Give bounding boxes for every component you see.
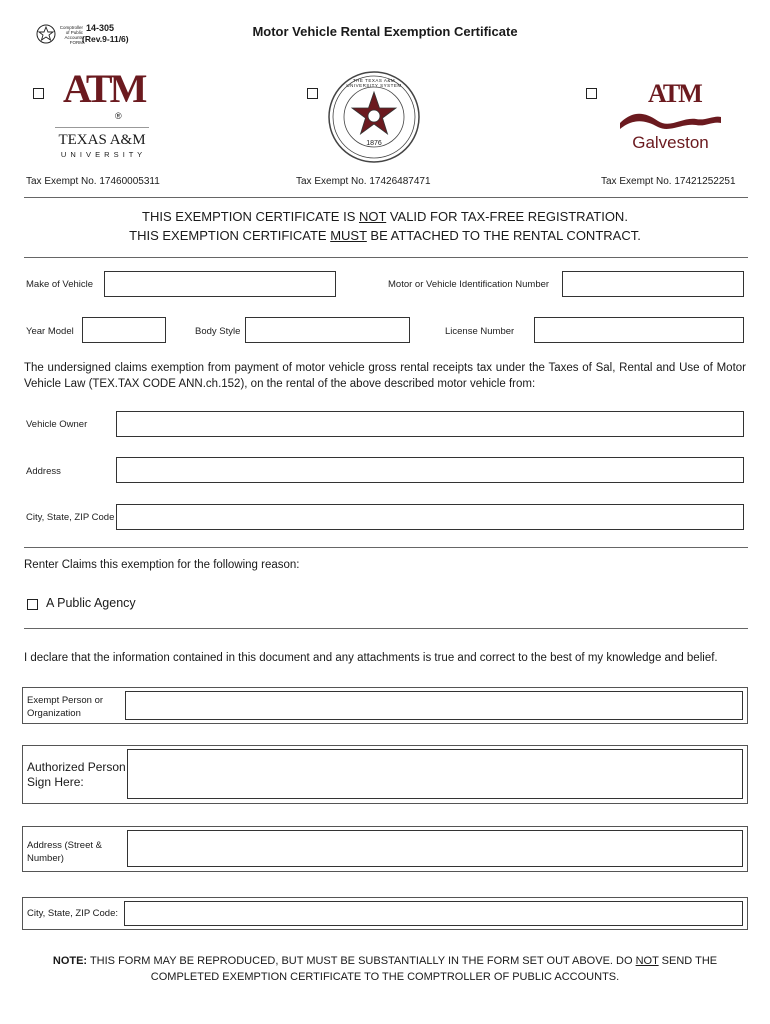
year-label: Year Model bbox=[26, 326, 74, 337]
make-label: Make of Vehicle bbox=[26, 279, 94, 290]
declaration: I declare that the information contained in this document and any attachments is true and correct to the best of my knowledge and belief. bbox=[24, 652, 718, 664]
page-title: Motor Vehicle Rental Exemption Certificate bbox=[252, 24, 518, 39]
body-style-field[interactable] bbox=[245, 317, 410, 343]
notice-text: BE ATTACHED TO THE RENTAL CONTRACT. bbox=[366, 228, 641, 243]
note-emphasis: NOT bbox=[635, 955, 659, 967]
seal-ring-text: THE TEXAS A&M UNIVERSITY SYSTEM bbox=[346, 78, 402, 88]
sign-city-label: City, State, ZIP Code: bbox=[27, 908, 118, 919]
license-label: License Number bbox=[445, 326, 515, 337]
form-revision: (Rev.9-11/6) bbox=[82, 34, 129, 44]
city-label: City, State, ZIP Code bbox=[26, 512, 115, 523]
sign-city-field[interactable] bbox=[124, 901, 743, 926]
exempt-org-field[interactable] bbox=[125, 691, 743, 720]
atm-logo-mark: ATM bbox=[63, 66, 145, 111]
tax-exempt-system: Tax Exempt No. 17426487471 bbox=[296, 176, 431, 187]
year-field[interactable] bbox=[82, 317, 166, 343]
notice-emphasis: NOT bbox=[358, 209, 387, 224]
divider bbox=[24, 257, 748, 258]
claim-paragraph: The undersigned claims exemption from payment of motor vehicle gross rental receipts tax under the Taxes of Sal, Rental and Use of Motor Vehicle Law (TEX.TAX CODE ANN.ch.152), on the rental of the above described motor vehicle from: bbox=[24, 362, 746, 390]
form-agency-line: of Public bbox=[65, 30, 83, 35]
vin-field[interactable] bbox=[562, 271, 744, 297]
galveston-logo bbox=[618, 75, 723, 160]
divider bbox=[24, 547, 748, 548]
note-line-1 bbox=[0, 955, 770, 967]
body-style-label: Body Style bbox=[195, 326, 241, 337]
wave-icon bbox=[618, 109, 723, 133]
registered-mark: ® bbox=[115, 111, 122, 121]
tamu-logo bbox=[55, 55, 155, 160]
notice-text: THIS EXEMPTION CERTIFICATE IS bbox=[142, 209, 359, 224]
system-checkbox[interactable] bbox=[307, 88, 318, 99]
note-label: NOTE: bbox=[52, 955, 88, 967]
authorized-label: Authorized Person Sign Here: bbox=[27, 760, 126, 789]
notice-emphasis: MUST bbox=[330, 228, 367, 243]
address-field[interactable] bbox=[116, 457, 744, 483]
sign-address-group bbox=[22, 826, 748, 872]
galveston-name: Galveston bbox=[632, 133, 709, 152]
exempt-org-group bbox=[22, 687, 748, 724]
authorized-group bbox=[22, 745, 748, 804]
sign-city-group bbox=[22, 897, 748, 930]
logo-divider bbox=[55, 127, 149, 128]
tax-exempt-tamu: Tax Exempt No. 17460005311 bbox=[26, 176, 160, 187]
note-line-2: COMPLETED EXEMPTION CERTIFICATE TO THE COMPTROLLER OF PUBLIC ACCOUNTS. bbox=[150, 971, 620, 983]
galveston-checkbox[interactable] bbox=[586, 88, 597, 99]
tax-exempt-galveston: Tax Exempt No. 17421252251 bbox=[601, 176, 736, 187]
notice-line-2 bbox=[0, 228, 770, 243]
exempt-org-label: Exempt Person or Organization bbox=[27, 695, 104, 719]
note-text: SEND THE bbox=[658, 955, 718, 967]
divider bbox=[24, 628, 748, 629]
seal-year: 1876 bbox=[366, 140, 382, 147]
owner-field[interactable] bbox=[116, 411, 744, 437]
public-agency-checkbox[interactable] bbox=[27, 599, 38, 610]
make-field[interactable] bbox=[104, 271, 336, 297]
notice-line-1 bbox=[0, 209, 770, 224]
sign-address-label: Address (Street & Number) bbox=[27, 840, 102, 864]
galveston-atm-mark: ATM bbox=[648, 79, 701, 108]
owner-label: Vehicle Owner bbox=[26, 419, 88, 430]
form-agency-line: Accounts bbox=[64, 35, 83, 40]
signature-field[interactable] bbox=[127, 749, 743, 799]
notice-text: VALID FOR TAX-FREE REGISTRATION. bbox=[386, 209, 628, 224]
vin-label: Motor or Vehicle Identification Number bbox=[388, 279, 550, 290]
tamu-name: TEXAS A&M bbox=[58, 132, 146, 148]
tamu-checkbox[interactable] bbox=[33, 88, 44, 99]
city-field[interactable] bbox=[116, 504, 744, 530]
public-agency-label: A Public Agency bbox=[46, 596, 136, 610]
form-agency-line: FORM bbox=[69, 40, 83, 45]
license-field[interactable] bbox=[534, 317, 744, 343]
reason-heading: Renter Claims this exemption for the following reason: bbox=[24, 559, 300, 571]
form-number: 14-305 bbox=[86, 23, 115, 33]
note-text: THIS FORM MAY BE REPRODUCED, BUT MUST BE SUBSTANTIALLY IN THE FORM SET OUT ABOVE. DO bbox=[87, 955, 636, 967]
form-agency-line: Comptroller bbox=[59, 25, 83, 30]
notice-text: THIS EXEMPTION CERTIFICATE bbox=[129, 228, 331, 243]
tamu-subtitle: U N I V E R S I T Y bbox=[60, 150, 144, 159]
address-label: Address bbox=[26, 466, 61, 477]
divider bbox=[24, 197, 748, 198]
system-seal bbox=[327, 70, 421, 164]
sign-address-field[interactable] bbox=[127, 830, 743, 867]
